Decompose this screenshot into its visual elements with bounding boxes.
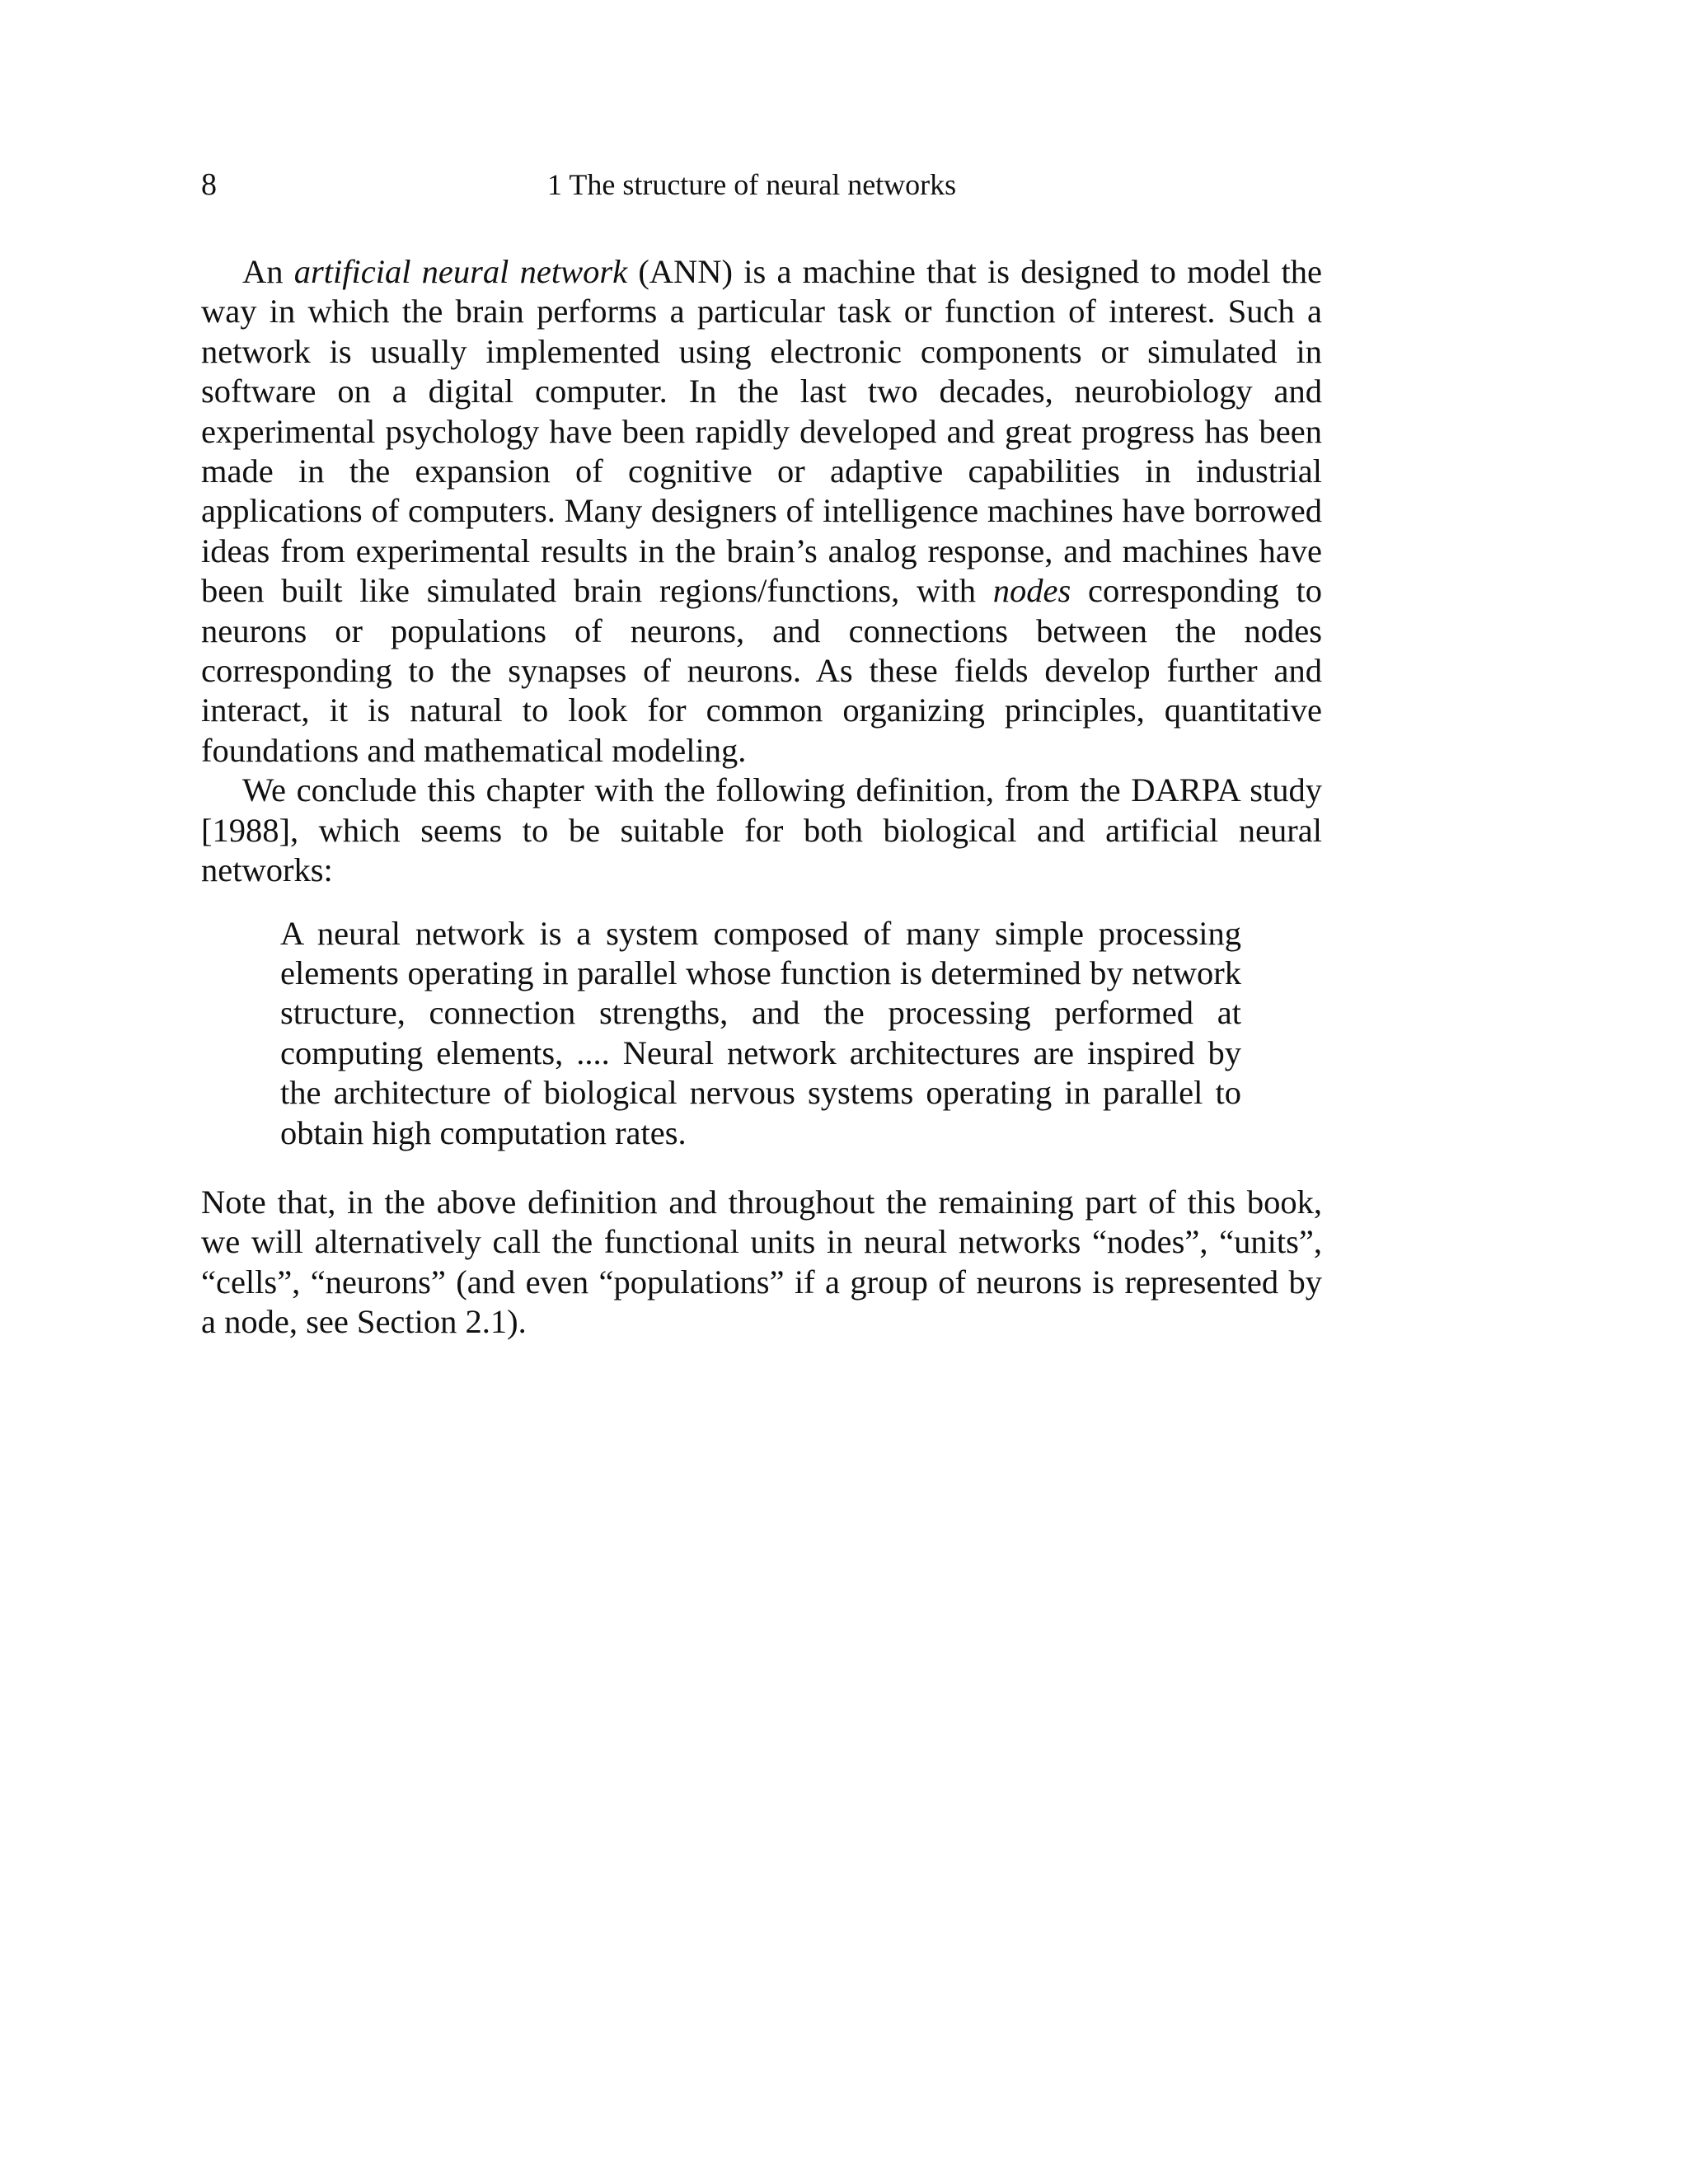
paragraph-text: corresponding to neurons or populations of neurons, and connections between the nodes corresponding to the synapses of neurons. As these fields develop further and interact, it is natural to look for common organizing principles, quantitative foundations and mathematical modeling. bbox=[201, 572, 1322, 769]
running-title: 1 The structure of neural networks bbox=[547, 168, 957, 201]
block-quote-darpa bbox=[280, 914, 1241, 1153]
paragraph-terminology-note: Note that, in the above definition and throughout the remaining part of this book, we will alternatively call the functional units in neural networks “nodes”, “units”, “cells”, “neurons” (and even “populations” if a group of neurons is represented by a node, see Section 2.1). bbox=[201, 1183, 1322, 1341]
quote-text: A neural network is a system composed of many simple processing elements operating in parallel whose function is determined by network structure, connection strengths, and the processing performed at computing elements, .... Neural network architectures are inspired by the architecture of biological nervous systems operating in parallel to obtain high computation rates. bbox=[280, 914, 1241, 1151]
term-artificial-neural-network: artificial neural network bbox=[293, 253, 628, 290]
paragraph-darpa-intro: We conclude this chapter with the following definition, from the DARPA study [1988], which seems to be suitable for both biological and artificial neural networks: bbox=[201, 771, 1322, 889]
paragraph-ann-definition bbox=[201, 252, 1322, 771]
term-nodes: nodes bbox=[992, 572, 1071, 610]
paragraph-text: (ANN) is a machine that is designed to model the way in which the brain performs a particular task or function of interest. Such a network is usually implemented using electronic components or simulated in software on a digital computer. In the last two decades, neurobiology and experimental psychology have been rapidly developed and great progress has been made in the expansion of cognitive or adaptive capabilities in industrial applications of computers. Many designers of intelligence machines have borrowed ideas from experimental results in the brain’s analog response, and machines have been built like simulated brain regions/functions, with bbox=[201, 253, 1323, 610]
paragraph-lead: An bbox=[242, 253, 294, 290]
body-text bbox=[201, 252, 1322, 1343]
page-number: 8 bbox=[201, 167, 217, 202]
running-head bbox=[201, 162, 1322, 211]
